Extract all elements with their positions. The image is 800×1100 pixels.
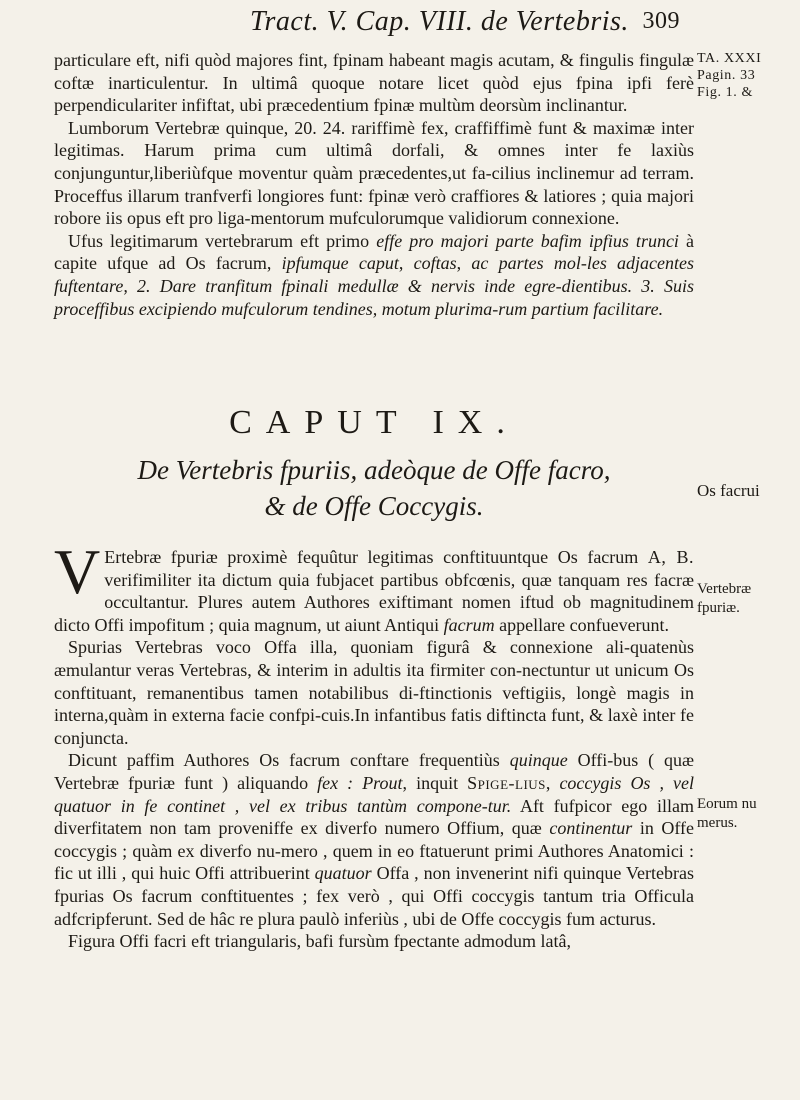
chapter-subtitle	[54, 452, 694, 524]
margin-note-line: merus.	[697, 815, 738, 831]
text-line: particulare eft, nifi quòd majores fint, fpinam habeant magis acutam, &	[54, 50, 574, 70]
text-span: ,	[456, 253, 472, 274]
text-span: ,	[398, 253, 414, 274]
paragraph-numerus-ossium	[54, 749, 694, 930]
margin-note-line: Eorum nu	[697, 796, 757, 812]
text-block-lower	[54, 536, 695, 953]
running-head	[250, 6, 680, 46]
text-span: à capite ufque ad Os facrum,	[54, 230, 694, 274]
chapter-heading: CAPUT IX.	[229, 404, 519, 441]
margin-note-line: Os facrui	[697, 481, 760, 500]
margin-note-os-sacrum	[697, 482, 800, 499]
text-line: fingulis fingulæ coftæ inarticulentur. In ultimâ quoque notare licet quòd	[54, 50, 695, 93]
italic-span: effe pro majori parte bafim ipfius trunci	[376, 230, 679, 251]
text-span: in Offe coccygis ; quàm ex diverfo nu-mero , quem in eo ftatuerunt primi Authores Anatomici : fic ut illi , qui huic Offi attribuerint	[54, 818, 695, 884]
italic-span: continentur	[549, 818, 633, 839]
margin-note-line: Vertebræ	[697, 581, 752, 597]
margin-note-line: fpuriæ.	[697, 600, 740, 616]
italic-span: facrum	[443, 614, 495, 635]
page-number: 309	[642, 8, 680, 34]
margin-note-line: Fig. 1. &	[697, 85, 753, 100]
figure-reference: A, B.	[647, 547, 694, 567]
chapter-subtitle-line: De Vertebris fpuriis, adeòque de Offe facro,	[137, 455, 611, 485]
italic-span: ipfumque caput	[281, 253, 399, 274]
paragraph-figura-ossis: Figura Offi facri eft triangularis, bafi fursùm fpectante admodum latâ,	[68, 931, 571, 952]
text-block-upper	[54, 49, 694, 320]
italic-span: quatuor	[314, 863, 372, 884]
author-name: Spige-lius	[467, 772, 546, 793]
italic-span: quinque	[509, 750, 568, 771]
running-head-title: Tract. V. Cap. VIII. de Vertebris.	[250, 6, 629, 37]
margin-note-table-reference	[697, 50, 800, 101]
italic-span: coccygis Os , vel quatuor in fe continet , vel ex tribus tantùm compone-tur.	[54, 772, 694, 816]
chapter-subtitle-line: & de Offe Coccygis.	[264, 491, 484, 521]
italic-span: ac partes mol-les adjacentes fuftentare, 2. Dare tranfitum fpinali medullæ & nervis inde egre-dientibus. 3. Suis proceffibus excipiendo mufculorum tendines, motum plurima-rum partium facilitare.	[54, 253, 695, 319]
text-span: , inquit	[402, 772, 468, 793]
text-line: multùm deorsùm inclinantur.	[418, 95, 628, 116]
margin-note-line: TA. XXXI	[697, 51, 762, 66]
paragraph-usus-vertebrarum	[54, 230, 694, 320]
italic-span: fex : Prout	[317, 772, 403, 793]
margin-note-vertebrae-spuriae	[697, 580, 800, 618]
text-span: ,	[545, 772, 560, 793]
text-span: Offa , non invenerint nifi quinque Vertebras fpurias Os facrum conftituentes ; fex verò , qui Offi coccygis tantum tria Officula adfcripferunt. Sed de hâc re plura paulò inferiùs , ubi de Offe coccygis fum acturus.	[54, 863, 694, 929]
text-span: Ertebræ fpuriæ proximè fequûtur legitimas conftituuntque Os facrum	[104, 547, 648, 567]
text-line: ejus fpina ipfi ferè perpendiculariter infiftat, ubi præcedentium fpinæ	[54, 72, 694, 116]
text-span: Dicunt paffim Authores Os facrum conftare frequentiùs	[68, 750, 510, 771]
text-span: Aft fufpicor ego illam diverfitatem non tam proveniffe ex diverfo numero Offium, quæ	[54, 795, 694, 839]
paragraph-spurias-vertebras: Spurias Vertebras voco Offa illa, quoniam figurâ & connexione ali-quatenùs æmulantur veras Vertebras, & interim in adultis ita firmiter con-nectuntur ut unicum Os conftituant, remanentibus tamen notabilibus di-ftinctionis veftigiis, longè magis in interna,quàm in externa facie confpi-cuis.In infantibus fatis diftincta funt, & laxè inter fe conjuncta.	[54, 637, 694, 748]
text-span: verifimiliter ita dictum quia fubjacet partibus obfcœnis, quæ tanquam res facræ occultantur. Plures autem Authores exiftimant nomen iftud ob magnitudinem dicto Offi impofitum ; quia magnum, ut aiunt Antiqui	[54, 569, 694, 635]
paragraph-os-sacrum	[54, 536, 694, 636]
margin-note-line: Pagin. 33	[697, 68, 756, 83]
text-span: Ufus legitimarum vertebrarum eft primo	[68, 230, 377, 251]
drop-cap: V	[54, 536, 101, 607]
text-span: appellare confueverunt.	[494, 614, 670, 635]
text-span: Offi-bus ( quæ Vertebræ fpuriæ funt ) aliquando	[54, 750, 694, 793]
paragraph-lumbar-vertebrae: Lumborum Vertebræ quinque, 20. 24. rariffimè fex, craffiffimè funt & maximæ inter legitimas. Harum prima cum ultimâ dorfali, & omnes inter fe laxiùs conjunguntur,liberiùfque moventur quàm præcedentes,ut fa-cilius inclinemur ad terram. Proceffus illarum tranfverfi longiores funt: fpinæ verò craffiores & latiores ; quia majori robore iis opus eft pro liga-mentorum mufculorumque validiorum connexione.	[54, 117, 694, 229]
paragraph-thoracic-end	[54, 49, 694, 117]
margin-note-numerus	[697, 795, 800, 833]
italic-span: coftas	[413, 253, 457, 274]
